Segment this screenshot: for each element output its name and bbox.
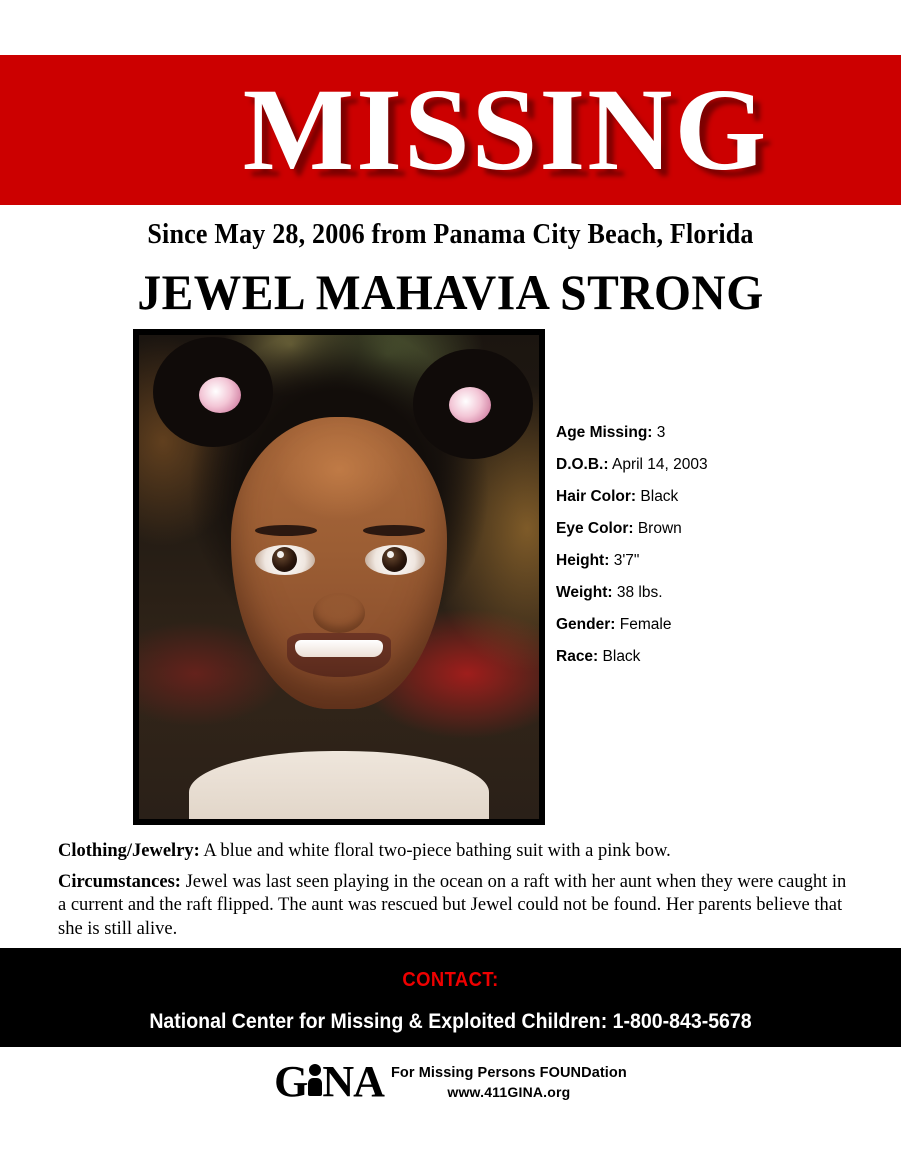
- detail-value-gender: Female: [619, 616, 672, 633]
- detail-label-dob: D.O.B.:: [556, 456, 609, 473]
- detail-label-height: Height:: [556, 552, 610, 569]
- person-body: [308, 1078, 322, 1096]
- hair-bow-left: [199, 377, 241, 413]
- clothing-label: Clothing/Jewelry:: [58, 841, 200, 861]
- circumstances-paragraph: [58, 871, 849, 942]
- detail-label-hair-color: Hair Color:: [556, 488, 637, 505]
- person-head: [309, 1064, 321, 1076]
- detail-value-weight: 38 lbs.: [616, 584, 663, 601]
- logo-letters-na: NA: [322, 1057, 384, 1106]
- detail-value-height: 3'7": [613, 552, 640, 569]
- page-title: JEWEL MAHAVIA STRONG: [137, 264, 764, 320]
- detail-row-gender: [556, 609, 876, 641]
- teeth: [295, 640, 383, 657]
- detail-row-height: [556, 545, 876, 577]
- detail-value-eye-color: Brown: [637, 520, 682, 537]
- detail-value-hair-color: Black: [640, 488, 679, 505]
- detail-value-dob: April 14, 2003: [611, 456, 708, 473]
- gina-logo: [274, 1057, 627, 1106]
- person-icon: [307, 1062, 322, 1096]
- nose: [313, 593, 365, 633]
- detail-row-race: [556, 641, 876, 673]
- circumstances-text: Jewel was last seen playing in the ocean on a raft with her aunt when they were caught in a current and the raft flipped. The aunt was rescued but Jewel could not be found. Her parents believe that she is still alive.: [58, 871, 847, 939]
- detail-row-hair-color: [556, 481, 876, 513]
- clothing-text: A blue and white floral two-piece bathing suit with a pink bow.: [203, 841, 671, 861]
- since-line: Since May 28, 2006 from Panama City Beach, Florida: [147, 219, 754, 250]
- logo-letter-g: G: [274, 1057, 308, 1106]
- contact-bar: [0, 948, 901, 1047]
- eyebrow-left: [255, 525, 317, 536]
- shirt: [189, 751, 489, 819]
- detail-row-eye-color: [556, 513, 876, 545]
- narrative-section: [58, 840, 849, 948]
- contact-heading: CONTACT:: [402, 969, 499, 991]
- missing-banner: [0, 55, 901, 205]
- detail-row-weight: [556, 577, 876, 609]
- detail-value-age: 3: [656, 424, 666, 441]
- eyebrow-right: [363, 525, 425, 536]
- detail-label-eye-color: Eye Color:: [556, 520, 634, 537]
- tagline-pre: For Missing Persons: [390, 1065, 540, 1081]
- contact-phone-line: National Center for Missing & Exploited Children: 1-800-843-5678: [149, 1010, 752, 1033]
- detail-row-dob: [556, 449, 876, 481]
- tagline-found: FOUND: [539, 1065, 592, 1081]
- gina-url: www.411GINA.org: [447, 1084, 571, 1100]
- detail-label-race: Race:: [556, 648, 599, 665]
- footer: [0, 1057, 901, 1106]
- detail-label-age: Age Missing:: [556, 424, 653, 441]
- iris-left: [272, 547, 297, 572]
- eye-left: [255, 545, 315, 575]
- banner-title: MISSING: [242, 64, 769, 195]
- detail-row-age: [556, 417, 876, 449]
- eye-right: [365, 545, 425, 575]
- detail-label-weight: Weight:: [556, 584, 613, 601]
- detail-label-gender: Gender:: [556, 616, 616, 633]
- victim-photo: [139, 335, 539, 819]
- gina-wordmark: [274, 1057, 384, 1106]
- gina-logo-text: [391, 1060, 627, 1101]
- clothing-paragraph: [58, 840, 849, 864]
- hair-bow-right: [449, 387, 491, 423]
- photo-and-details-row: [0, 321, 901, 831]
- victim-photo-frame: [133, 329, 545, 825]
- iris-right: [382, 547, 407, 572]
- gina-tagline: [391, 1065, 627, 1082]
- top-margin: [0, 0, 901, 55]
- circumstances-label: Circumstances:: [58, 871, 181, 892]
- face: [231, 417, 447, 709]
- detail-value-race: Black: [602, 648, 641, 665]
- mouth: [287, 633, 391, 677]
- victim-details-list: [556, 417, 876, 673]
- tagline-post: ation: [591, 1065, 627, 1081]
